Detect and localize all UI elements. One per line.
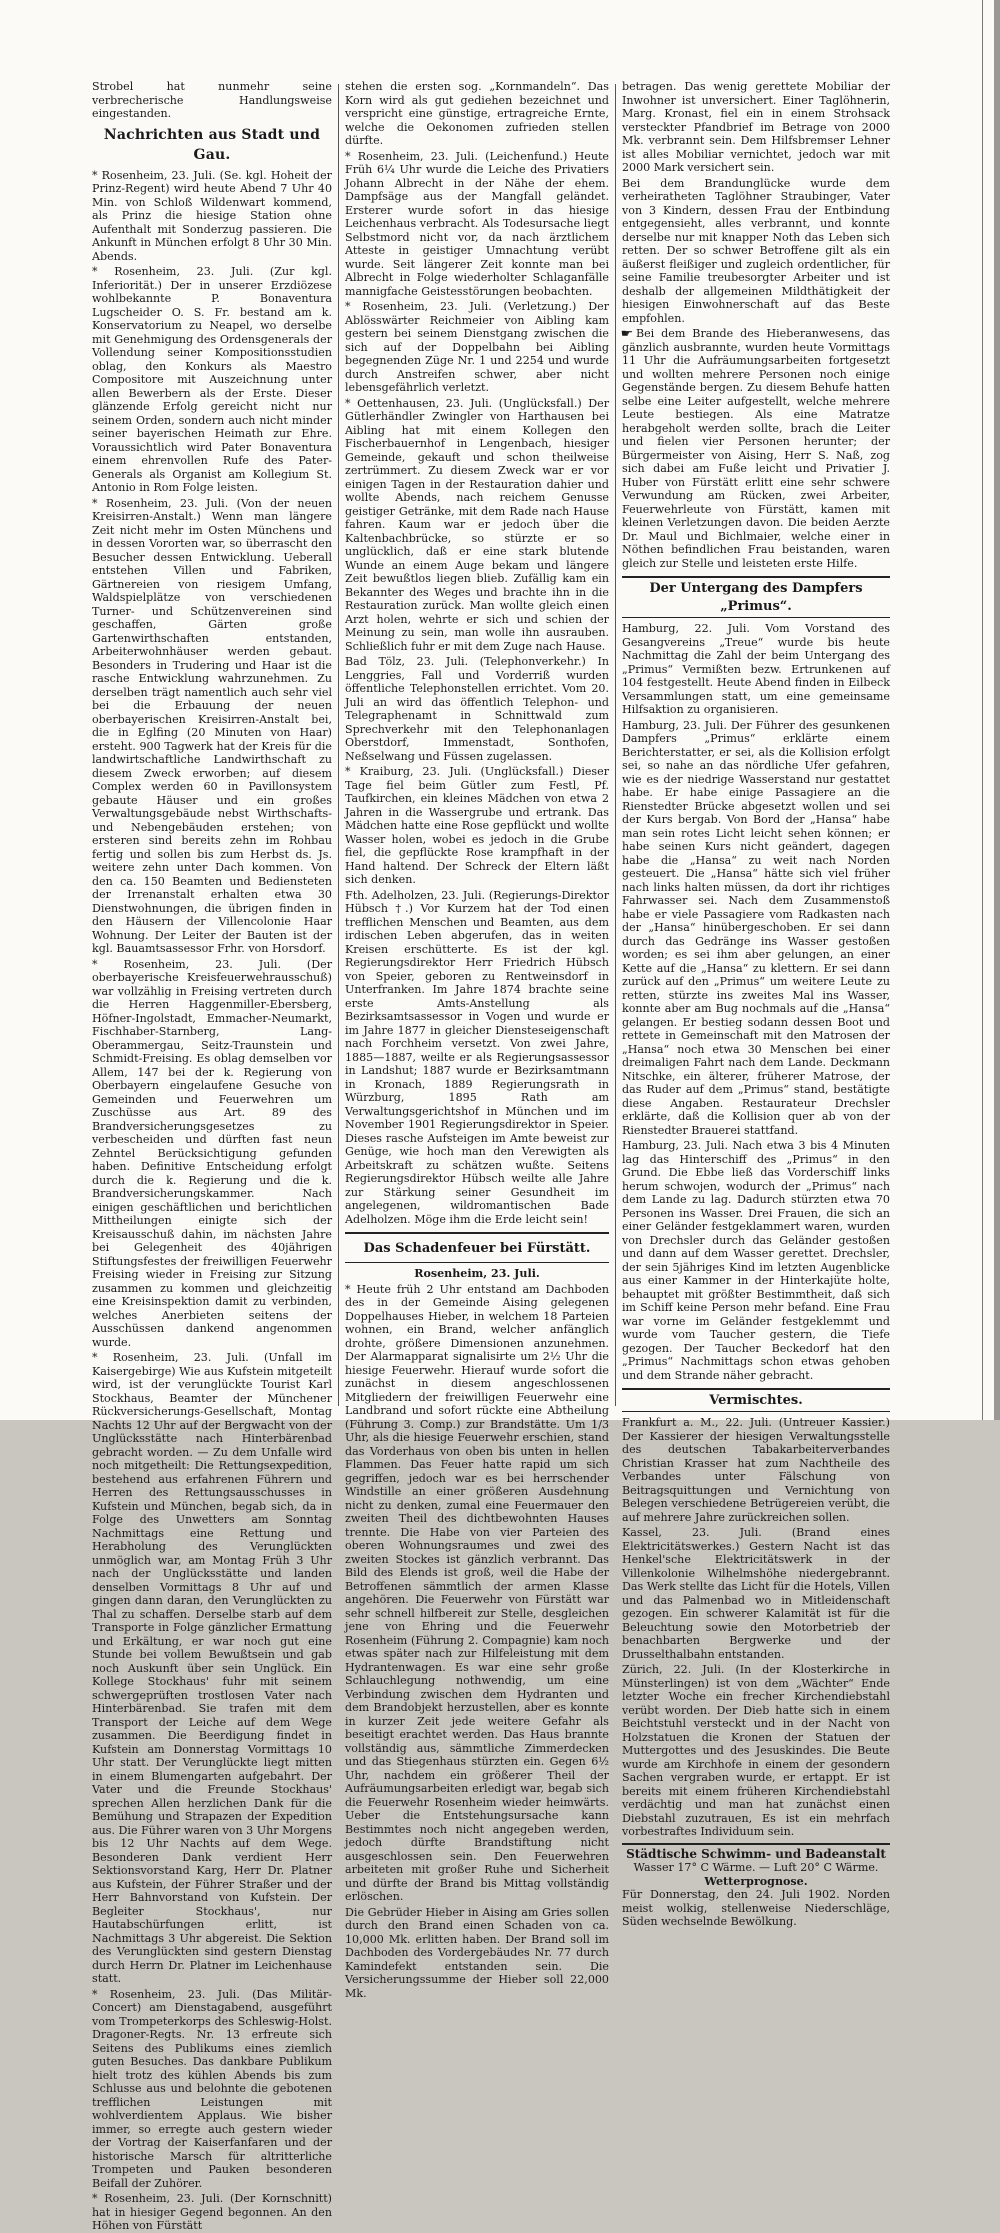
fire-article-header bbox=[345, 1232, 609, 1263]
page-edge-shadow bbox=[994, 0, 1000, 1420]
article-paragraph: * Heute früh 2 Uhr entstand am Dachboden des in der Gemeinde Aising gelegenen Doppelhauses Hieber, in welchem 18 Parteien wohnen, ein Brand, welcher anfänglich drohte, größere Dimensionen anzunehmen. Der Alarmapparat signalisirte um 2½ Uhr die hiesige Feuerwehr. Hierauf wurde sofort die zunächst in diesem angeschlossenen Mitgliedern der freiwilligen Feuerwehr eine Landbrand und sofort rückte eine Abtheilung (Führung 3. Comp.) zur Brandstätte. Um 1/3 Uhr, als die hiesige Feuerwehr erschien, stand das Vorderhaus von oben bis unten in hellen Flammen. Das Feuer hatte rapid um sich gegriffen, jedoch war es bei herrschender Windstille an einer größeren Ausdehnung nicht zu denken, zumal eine Feuermauer den zweiten Theil des dichtbewohnten Hauses trennte. Die Habe von vier Parteien des oberen Wohnungsraumes und zwei des zweiten Stockes ist gänzlich verbrannt. Das Bild des Elends ist groß, weil die Habe der Betroffenen sämmtlich der armen Klasse angehören. Die Feuerwehr von Fürstätt war sehr schnell hilfbereit zur Stelle, desgleichen jene von Ehring und die Feuerwehr Rosenheim (Führung 2. Compagnie) kam noch etwas später nach zur Hilfeleistung mit dem Hydrantenwagen. Es war eine sehr große Schlauchlegung nothwendig, um eine Verbindung zwischen dem Hydranten und dem Brandobjekt herzustellen, aber es konnte in kurzer Zeit jede weitere Gefahr als beseitigt erachtet werden. Das Haus brannte vollständig aus, sämmtliche Zimmerdecken und das Stiegenhaus stürzten ein. Gegen 6½ Uhr, nachdem ein größerer Theil der Aufräumungsarbeiten erledigt war, begab sich die Feuerwehr Rosenheim wieder heimwärts. Ueber die Entstehungsursache kann Bestimmtes noch nicht angegeben werden, jedoch dürfte Brandstiftung nicht ausgeschlossen sein. Den Feuerwehren arbeiteten mit großer Ruhe und Sicherheit und dürfte der Brand bis Mittag vollständig erlöschen. bbox=[345, 1282, 609, 1903]
column-3 bbox=[620, 80, 890, 1928]
primus-article-title: Der Untergang des Dampfers „Primus“. bbox=[622, 576, 890, 618]
article-paragraph: * Rosenheim, 23. Juli. (Leichenfund.) Heute Früh 6¼ Uhr wurde die Leiche des Privatiers Johann Albrecht in der Nähe der ehem. Dampfsäge aus der Mangfall geländet. Ersterer wurde sofort in das hiesige Leichenhaus verbracht. Als Todesursache liegt Selbstmord nicht vor, da nach ärztlichem Atteste in geistiger Umnachtung verübt wurde. Seit längerer Zeit konnte man bei Albrecht in Folge wiederholter Schlaganfälle mannigfache Geistesstörungen beobachten. bbox=[345, 149, 609, 298]
article-paragraph: Frankfurt a. M., 22. Juli. (Untreuer Kassier.) Der Kassierer der hiesigen Verwaltungsstelle des deutschen Tabakarbeiterverbandes Christian Krasser hat zum Nachtheile des Verbandes unter Fälschung von Beitragsquittungen und Vernichtung von Belegen verschiedene Betrügereien verübt, die auf mehrere Jahre zurückreichen sollen. bbox=[622, 1416, 890, 1524]
column-rule-2 bbox=[615, 84, 616, 1406]
miscellaneous-title: Vermischtes. bbox=[622, 1388, 890, 1412]
article-paragraph: * Rosenheim, 23. Juli. (Das Militär-Concert) am Dienstagabend, ausgeführt vom Trompeterkorps des Schleswig-Holst. Dragoner-Regts. Nr. 13 erfreute sich Seitens des Publikums eines ziemlich guten Besuches. Das dankbare Publikum hielt trotz des kühlen Abends bis zum Schlusse aus und belohnte die gebotenen trefflichen Leistungen mit wohlverdientem Applaus. Wie bisher immer, so erregte auch gestern wieder der Vortrag der Kaiserfanfaren und der historische Marsch für altritterliche Trompeten und Pauken besonderen Beifall der Zuhörer. bbox=[92, 1987, 332, 2190]
article-paragraph-text: Bei dem Brande des Hieberanwesens, das gänzlich ausbrannte, wurden heute Vormittags 11 Uhr die Aufräumungsarbeiten fortgesetzt und wollten mehrere Personen noch einige Gegenstände bergen. Zu diesem Behufe hatten selbe eine Leiter aufgestellt, welche mehrere Leute bestiegen. Als eine Matratze herabgeholt werden sollte, brach die Leiter und fielen vier Personen herunter; der Bürgermeister von Aising, Herr S. Naß, zog sich dabei am Fuße leicht und Privatier J. Huber von Fürstätt erlitt eine sehr schwere Verwundung am Rücken, zwei Arbeiter, Feuerwehrleute von Fürstätt, kamen mit kleinen Verletzungen davon. Die beiden Aerzte Dr. Maul und Bichlmaier, welche einer in Nöthen befindlichen Frau beistanden, waren gleich zur Stelle und leisteten erste Hilfe. bbox=[622, 327, 890, 570]
article-paragraph: * Kraiburg, 23. Juli. (Unglücksfall.) Dieser Tage fiel beim Gütler zum Festl, Pf. Taufkirchen, ein kleines Mädchen von etwa 2 Jahren in die Wassergrube und ertrank. Das Mädchen hatte eine Rose gepflückt und wollte Wasser holen, wobei es jedoch in die Grube fiel, die gepflückte Rose krampfhaft in der Hand haltend. Der Schreck der Eltern läßt sich denken. bbox=[345, 765, 609, 886]
forecast-text: Für Donnerstag, den 24. Juli 1902. Norden meist wolkig, stellenweise Niederschläge, Süden wechselnde Bewölkung. bbox=[622, 1888, 890, 1928]
article-paragraph: Hamburg, 22. Juli. Vom Vorstand des Gesangvereins „Treue“ wurde bis heute Nachmittag die Zahl der beim Untergang des „Primus“ Vermißten bezw. Ertrunkenen auf 104 festgestellt. Heute Abend finden in Eilbeck Versammlungen statt, um eine gemeinsame Hilfsaktion zu organisieren. bbox=[622, 622, 890, 716]
article-paragraph bbox=[622, 327, 890, 570]
article-paragraph: Kassel, 23. Juli. (Brand eines Elektricitätswerkes.) Gestern Nacht ist das Henkel'sche Elektricitätswerk in der Villenkolonie Wilhelmshöhe niedergebrannt. Das Werk stellte das Licht für die Hotels, Villen und das Palmenbad wo in Mitleidenschaft gezogen. Ein schwerer Kalamität ist für die Beleuchtung sowie den Motorbetrieb der benachbarten Bergwerke und der Drusselthalbahn entstanden. bbox=[622, 1526, 890, 1661]
article-paragraph: * Rosenheim, 23. Juli. (Der Kornschnitt) hat in hiesiger Gegend begonnen. An den Höhen von Fürstätt bbox=[92, 2192, 332, 2232]
article-paragraph: * Rosenheim, 23. Juli. (Von der neuen Kreisirren-Anstalt.) Wenn man längere Zeit nicht mehr im Osten Münchens und in dessen Vororten war, so überrascht den Besucher dessen Entwicklung. Ueberall entstehen Villen und Fabriken, Gärtnereien von riesigem Umfang, Waldspielplätze von verschiedenen Turner- und Schützenvereinen sind geschaffen, Gärten große Gartenwirthschaften entstanden, Arbeiterwohnhäuser werden gebaut. Besonders in Trudering und Haar ist die rasche Entwicklung wahrzunehmen. Zu derselben trägt namentlich auch sehr viel bei die Erbauung der neuen oberbayerischen Kreisirren-Anstalt bei, die in Eglfing (20 Minuten von Haar) ersteht. 900 Tagwerk hat der Kreis für die landwirtschaftliche Landwirthschaft zu diesem Zweck erworben; auf diesem Complex werden 60 in Pavillonsystem gebaute Häuser und ein großes Verwaltungsgebäude nebst Wirthschafts- und Nebengebäuden erstehen; von ersteren sind bereits zehn im Rohbau fertig und sollen bis zum Herbst ds. Js. weitere zehn unter Dach kommen. Von den ca. 150 Beamten und Bediensteten der Irrenanstalt erhalten etwa 30 Dienstwohnungen, die übrigen finden in den Häusern der Villencolonie Haar Wohnung. Der Leiter der Bauten ist der kgl. Bauamtsassessor Frhr. von Horsdorf. bbox=[92, 496, 332, 955]
section-title: Nachrichten aus Stadt und Gau. bbox=[103, 126, 321, 163]
column-2 bbox=[345, 80, 609, 2000]
column-rule-1 bbox=[338, 84, 339, 1406]
column-1 bbox=[92, 80, 332, 2232]
article-paragraph: * Rosenheim, 23. Juli. (Der oberbayerische Kreisfeuerwehrausschuß) war vollzählig in Freising vertreten durch die Herren Haggenmiller-Ebersberg, Höfner-Ingolstadt, Emmacher-Neumarkt, Fischhaber-Starnberg, Lang-Oberammergau, Seitz-Traunstein und Schmidt-Freising. Es oblag demselben vor Allem, 147 bei der k. Regierung von Oberbayern eingelaufene Gesuche von Gemeinden und Feuerwehren um Zuschüsse aus Art. 89 des Brandversicherungsgesetzes zu verbescheiden und dürften fast neun Zehntel Berücksichtigung gefunden haben. Definitive Entscheidung erfolgt durch die k. Regierung und die k. Brandversicherungskammer. Nach einigen geschäftlichen und berichtlichen Mittheilungen einigte sich der Kreisausschuß dahin, im nächsten Jahre bei Gelegenheit des 40jährigen Stiftungsfestes der freiwilligen Feuerwehr Freising wieder in Freising zur Sitzung zusammen zu kommen und gleichzeitig eine Kreisinspektion damit zu verbinden, welches Anerbieten seitens der Ausschüssen dankend angenommen wurde. bbox=[92, 957, 332, 1349]
pointing-hand-icon: ☛ bbox=[620, 327, 634, 340]
fire-article-dateline: Rosenheim, 23. Juli. bbox=[414, 1267, 540, 1280]
article-paragraph: * Oettenhausen, 23. Juli. (Unglücksfall.) Der Gütlerhändler Zwingler von Harthausen bei Aibling hat mit einem Kollegen den Fischerbauernhof in Lengenbach, hiesiger Gemeinde, gekauft und schon theilweise zertrümmert. Zu diesem Zweck war er vor einigen Tagen in der Restauration dahier und wollte Abends, nach reichem Genusse geistiger Getränke, mit dem Rade nach Hause fahren. Kaum war er jedoch über die Kaltenbachbrücke, so stürzte er so unglücklich, daß er eine stark blutende Wunde an einem Auge bekam und längere Zeit bewußtlos liegen blieb. Zufällig kam ein Bekannter des Weges und brachte ihn in die Restauration zurück. Man wollte gleich einen Arzt holen, wehrte er sich und schien der Meinung zu sein, man wolle ihn ausrauben. Schließlich fuhr er mit dem Zuge nach Hause. bbox=[345, 396, 609, 653]
article-paragraph: * Rosenheim, 23. Juli. (Zur kgl. Inferiorität.) Der in unserer Erzdiözese wohlbekannte P. Bonaventura Lugscheider O. S. Fr. bestand am k. Konservatorium zu Neapel, wo derselbe mit Genehmigung des Ordensgenerals der Vollendung seiner Kompositionsstudien oblag, den Konkurs als Maestro Compositore mit Auszeichnung unter allen Bewerbern als der Erste. Dieser glänzende Erfolg gereicht nicht nur seinem Orden, sondern auch nicht minder seiner bayerischen Heimath zur Ehre. Voraussichtlich wird Pater Bonaventura einem ehrenvollen Rufe des Pater-Generals als Organist am Kollegium St. Antonio in Rom Folge leisten. bbox=[92, 265, 332, 494]
article-paragraph: Die Gebrüder Hieber in Aising am Gries sollen durch den Brand einen Schaden von ca. 10,000 Mk. erlitten haben. Der Brand soll im Dachboden des Vordergebäudes Nr. 77 durch Kamindefekt entstanden sein. Die Versicherungssumme der Hieber soll 22,000 Mk. bbox=[345, 1905, 609, 2000]
forecast-title: Wetterprognose. bbox=[704, 1874, 808, 1888]
bath-report-title: Städtische Schwimm- und Badeanstalt bbox=[622, 1843, 890, 1862]
scan-margin-line bbox=[982, 0, 983, 1420]
lead-paragraph: Strobel hat nunmehr seine verbrecherische Handlungsweise eingestanden. bbox=[92, 80, 332, 120]
article-paragraph: stehen die ersten sog. „Kornmandeln“. Das Korn wird als gut gediehen bezeichnet und verspricht eine günstige, ertragreiche Ernte, welche die Oekonomen zufrieden stellen dürfte. bbox=[345, 80, 609, 147]
article-paragraph: * Rosenheim, 23. Juli. (Unfall im Kaisergebirge) Wie aus Kufstein mitgeteilt wird, ist der verunglückte Tourist Karl Stockhaus, Beamter der Münchener Rückversicherungs-Gesellschaft, Montag Nachts 12 Uhr auf der Bergwacht von der Unglücksstätte nach Hinterbärenbad gebracht worden. — Zu dem Unfalle wird noch mitgetheilt: Die Rettungsexpedition, bestehend aus erfahrenen Führern und Herren des Rettungsausschusses in Kufstein und München, begab sich, da in Folge des Unwetters am Sonntag Nachmittags eine Rettung und Herabholung des Verunglückten unmöglich war, am Montag Früh 3 Uhr nach der Unglücksstätte und landen denselben Vormittags 8 Uhr auf und gingen dann daran, den Verunglückten zu Thal zu schaffen. Derselbe starb auf dem Transporte in Folge gänzlicher Ermattung und Erkältung, er war noch gut eine Stunde bei vollem Bewußtsein und gab noch Auskunft über sein Unglück. Ein Kollege Stockhaus' fuhr mit seinem schwergeprüften trostlosen Vater nach Hinterbärenbad. Sie trafen mit dem Transport der Leiche auf dem Wege zusammen. Die Beerdigung findet in Kufstein am Donnerstag Vormittags 10 Uhr statt. Der Verunglückte liegt mitten in einem Blumengarten aufgebahrt. Der Vater und die Freunde Stockhaus' sprechen Allen herzlichen Dank für die Bemühung und Strapazen der Expedition aus. Die Führer waren von 3 Uhr Morgens bis 12 Uhr Nachts auf dem Wege. Besonderen Dank verdient Herr Sektionsvorstand Karg, Herr Dr. Platner aus Kufstein, der Führer Straßer und der Herr Bahnvorstand von Kufstein. Der Begleiter Stockhaus', nur Hautabschürfungen erlitt, ist Nachmittags 3 Uhr abgereist. Die Sektion des Verunglückten sind gestern Dienstag durch Herrn Dr. Platner im Leichenhause statt. bbox=[92, 1351, 332, 1985]
fire-article-title: Das Schadenfeuer bei Fürstätt. bbox=[363, 1241, 591, 1256]
bath-report-line: Wasser 17° C Wärme. — Luft 20° C Wärme. bbox=[633, 1861, 879, 1874]
article-paragraph: Bei dem Brandunglücke wurde dem verheiratheten Taglöhner Straubinger, Vater von 3 Kindern, dessen Frau der Entbindung entgegensieht, alles verbrannt, und konnte derselbe nur mit knapper Noth das Leben sich retten. Der so schwer Betroffene gilt als ein äußerst fleißiger und zugleich ordentlicher, für seine Familie treubesorgter Arbeiter und ist deshalb der allgemeinen Mildthätigkeit der hiesigen Einwohnerschaft auf das Beste empfohlen. bbox=[622, 176, 890, 325]
article-paragraph: Hamburg, 23. Juli. Der Führer des gesunkenen Dampfers „Primus“ erklärte einem Berichterstatter, er sei, als die Kollision erfolgt sei, so nahe an das nördliche Ufer gefahren, wie es der niedrige Wasserstand nur gestattet habe. Er habe einige Passagiere an die Rienstedter Brücke abgesetzt wollen und sei der Kurs bergab. Von Bord der „Hansa“ habe man sein rotes Licht leicht sehen können; er habe seinen Kurs nicht geändert, dagegen habe die „Hansa“ zu weit nach Norden gesteuert. Die „Hansa“ hätte sich viel früher nach links halten müssen, da dort ihr richtiges Fahrwasser sei. Nach dem Zusammenstoß habe er viele Passagiere vom Radkasten nach der „Hansa“ hinübergeschoben. Er sei dann durch das Gedränge ins Wasser gestoßen worden; es sei ihm aber gelungen, an einer Kette auf die „Hansa“ zu klettern. Er sei dann zurück auf den „Primus“ um weitere Leute zu retten, stürzte ins zweites Mal ins Wasser, konnte aber am Bug nochmals auf die „Hansa“ gelangen. Er bestieg sodann dessen Boot und rettete in Gemeinschaft mit den Matrosen der „Hansa“ noch etwa 30 Menschen bei einer dreimaligen Fahrt nach dem Lande. Deckmann Nitschke, ein älterer, früherer Matrose, der das Ruder auf dem „Primus“ stand, bestätigte diese Angaben. Restaurateur Drechsler erklärte, daß die Kollision quer ab von der Rienstedter Brauerei stattfand. bbox=[622, 718, 890, 1137]
article-paragraph: Fth. Adelholzen, 23. Juli. (Regierungs-Direktor Hübsch †.) Vor Kurzem hat der Tod einen trefflichen Menschen und Beamten, aus dem irdischen Leben abgerufen, das in weiten Kreisen erschütterte. Es ist der kgl. Regierungsdirektor Herr Friedrich Hübsch von Speier, geboren zu Rentweinsdorf in Unterfranken. Im Jahre 1874 brachte seine erste Amts-Anstellung als Bezirksamtsassessor in Vogen und wurde er im Jahre 1877 in gleicher Diensteseigenschaft nach Forchheim versetzt. Von zwei Jahre, 1885—1887, weilte er als Regierungsassessor in Landshut; 1887 wurde er Bezirksamtmann in Kronach, 1889 Regierungsrath in Würzburg, 1895 Rath am Verwaltungsgerichtshof in München und im November 1901 Regierungsdirektor in Speier. Dieses rasche Aufsteigen im Amte beweist zur Genüge, wie hoch man den Verewigten als Arbeitskraft zu schätzen wußte. Seitens Regierungsdirektor Hübsch weilte alle Jahre zur Stärkung seiner Gesundheit im angelegenen, wildromantischen Bade Adelholzen. Möge ihm die Erde leicht sein! bbox=[345, 888, 609, 1226]
article-paragraph: Hamburg, 23. Juli. Nach etwa 3 bis 4 Minuten lag das Hinterschiff des „Primus“ in den Grund. Die Ebbe ließ das Vorderschiff links herum schwojen, wodurch der „Primus“ nach dem Lande zu lag. Dadurch stürzten etwa 70 Personen ins Wasser. Drei Frauen, die sich an einer Geländer festgeklammert waren, wurden von Drechsler durch das Geländer gestoßen und dann auf dem Wasser gerettet. Drechsler, der sein 5jähriges Kind im letzten Augenblicke aus einer Kammer in der Hinterkajüte holte, behauptet mit größter Bestimmtheit, daß sich im Schiff keine Person mehr befand. Eine Frau war vorne im Geländer festgeklemmt und wurde vom Taucher gestern, die Tiefe gezogen. Der Taucher Beckedorf hat den „Primus“ Nachmittags schon etwas gehoben und dem Strande näher gebracht. bbox=[622, 1139, 890, 1382]
article-paragraph: Bad Tölz, 23. Juli. (Telephonverkehr.) In Lenggries, Fall und Vorderriß wurden öffentliche Telephonstellen errichtet. Vom 20. Juli an wird das öffentlich Telephon- und Telegraphenamt in Schnittwald zum Sprechverkehr mit den Telephonanlagen Oberstdorf, Immenstadt, Sonthofen, Neßselwang und Füssen zugelassen. bbox=[345, 655, 609, 763]
article-paragraph: * Rosenheim, 23. Juli. (Verletzung.) Der Ablösswärter Reichmeier von Aibling kam gestern bei seinem Dienstgang zwischen die sich auf der Doppelbahn bei Aibling begegnenden Züge Nr. 1 und 2254 und wurde durch Anstreifen schwer, aber nicht lebensgefährlich verletzt. bbox=[345, 300, 609, 394]
article-paragraph: Zürich, 22. Juli. (In der Klosterkirche in Münsterlingen) ist von dem „Wächter“ Ende letzter Woche ein frecher Kirchendiebstahl verübt worden. Der Dieb hatte sich in einem Beichtstuhl versteckt und in der Nacht von Holzstatuen die Kronen der Statuen der Muttergottes und des Jesuskindes. Die Beute wurde am Kirchhofe in einem der gesondern Sachen vergraben wurde, er ertappt. Er ist bereits mit einem früheren Kirchendiebstahl verdächtig und man hat zunächst einen Diebstahl zuzutrauen, Es ist ein mehrfach vorbestraftes Individuum sein. bbox=[622, 1663, 890, 1838]
article-paragraph: betragen. Das wenig gerettete Mobiliar der Inwohner ist unversichert. Einer Taglöhnerin, Marg. Kronast, fiel ein in einem Strohsack versteckter Pfandbrief im Betrage von 2000 Mk. verbrannt sein. Dem Hilfsbremser Lehner ist alles Mobiliar vernichtet, jedoch war mit 2000 Mark versichert sein. bbox=[622, 80, 890, 174]
article-paragraph: * Rosenheim, 23. Juli. (Se. kgl. Hoheit der Prinz-Regent) wird heute Abend 7 Uhr 40 Min. von Schloß Wildenwart kommend, als Prinz die hiesige Station ohne Aufenthalt mit Sonderzug passieren. Die Ankunft in München erfolgt 8 Uhr 30 Min. Abends. bbox=[92, 168, 332, 263]
